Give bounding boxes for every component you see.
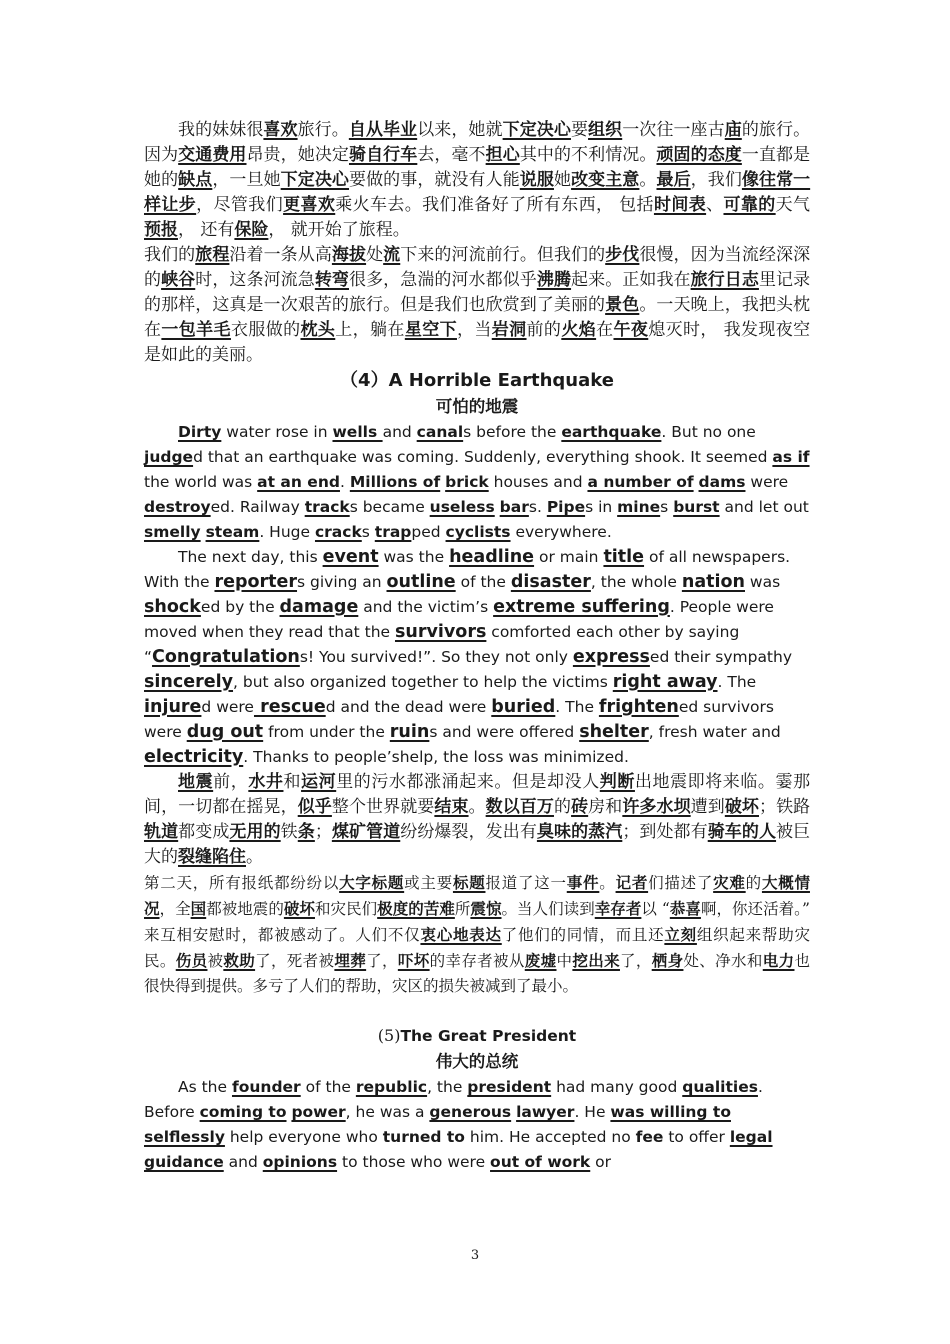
text-run: were <box>745 473 789 491</box>
text-run: and the victim’s <box>358 598 494 616</box>
text-run: ed by the <box>200 598 280 616</box>
text-run: （4）A Horrible Earthquake <box>340 370 614 391</box>
text-run: 以 “ <box>641 900 670 918</box>
text-run: . Thanks to people’shelp, the loss was minimized. <box>243 748 629 766</box>
underlined-term: buried <box>491 697 556 717</box>
text-run: ，一旦她 <box>212 170 281 190</box>
text-run: 昂贵，她决定 <box>246 145 349 165</box>
text-run: 时，这条河流急 <box>195 270 315 290</box>
underlined-term: 许多水坝 <box>622 797 691 817</box>
text-run: s <box>361 523 375 541</box>
paragraph <box>144 420 810 545</box>
text-run: . He <box>574 1103 611 1121</box>
text-run: 了，死者被 <box>255 952 335 970</box>
underlined-term: wells <box>332 423 383 441</box>
underlined-term: opinions <box>262 1153 338 1171</box>
underlined-term: 记者 <box>615 873 649 892</box>
section-heading <box>144 368 810 394</box>
text-run: 伟大的总统 <box>435 1052 519 1071</box>
underlined-term: ruin <box>389 722 430 742</box>
underlined-term: 自从毕业 <box>348 120 418 140</box>
text-run: 去，毫不 <box>417 145 486 165</box>
text-run: 铁 <box>280 822 298 842</box>
text-run: 的 <box>553 797 572 817</box>
text-run: 可怕的地震 <box>435 397 519 416</box>
text-run: 衣服做的 <box>230 320 301 340</box>
section-heading <box>144 1049 810 1075</box>
paragraph <box>144 545 810 770</box>
text-run: and <box>223 1153 263 1171</box>
text-run: 。 <box>246 847 263 867</box>
underlined-term: 极度的苦难 <box>377 899 455 918</box>
underlined-term: 喜欢 <box>263 120 298 140</box>
text-run: 被 <box>207 952 224 970</box>
paragraph <box>144 243 810 368</box>
paragraph <box>144 1075 810 1175</box>
text-run: 了， <box>366 952 398 970</box>
underlined-term: 条 <box>297 822 315 842</box>
text-run: d were <box>201 698 254 716</box>
text-run: s in <box>585 498 618 516</box>
paragraph <box>144 770 810 870</box>
underlined-term: 砖 <box>571 797 589 817</box>
page-number: 3 <box>470 1248 480 1263</box>
underlined-term: was willing to selflessly <box>144 1103 731 1146</box>
text-run: houses and <box>488 473 588 491</box>
underlined-term: 星空下 <box>404 320 457 340</box>
underlined-term: 埋葬 <box>334 951 367 970</box>
underlined-term: 水井 <box>248 772 284 792</box>
underlined-term: 结束 <box>434 797 469 817</box>
text-run: everywhere. <box>510 523 612 541</box>
underlined-term: extreme suffering <box>493 597 670 617</box>
text-run: 了他们的同情，而且还 <box>501 926 665 944</box>
underlined-term: legal guidance <box>144 1128 773 1171</box>
underlined-term: 恭喜 <box>669 899 701 918</box>
underlined-term: Pipe <box>546 498 586 516</box>
underlined-term: nation <box>681 572 745 592</box>
underlined-term: 保险 <box>234 220 269 240</box>
text-run: was the <box>378 548 450 566</box>
underlined-term: coming to <box>199 1103 287 1121</box>
underlined-term: Millions of <box>349 473 441 491</box>
text-run: 其中的不利情况。 <box>519 145 657 165</box>
text-run: 天气 <box>775 195 811 215</box>
underlined-term: 说服 <box>519 170 554 190</box>
underlined-term: 海拔 <box>331 245 367 265</box>
underlined-term: 震惊 <box>470 899 502 918</box>
underlined-term: 煤矿管道 <box>331 822 401 842</box>
underlined-term: 旅程 <box>195 245 230 265</box>
underlined-term: Congratulation <box>152 647 300 667</box>
underlined-term: express <box>572 647 650 667</box>
text-run: to offer <box>663 1128 730 1146</box>
text-run: As the <box>178 1078 232 1096</box>
underlined-term: 岩洞 <box>491 320 527 340</box>
text-run: 一直都是她的 <box>144 145 811 190</box>
underlined-term: rescue <box>253 697 326 717</box>
text-run: ， 还有 <box>178 220 235 240</box>
text-run: 们描述了 <box>648 874 714 892</box>
text-run: 起来。正如我在 <box>571 270 691 290</box>
text-run: ；到处都有 <box>622 822 708 842</box>
text-run: 前， <box>213 772 249 792</box>
text-run: 熄灭时， 我发现夜空是如此的美丽。 <box>144 320 811 365</box>
text-run: 啊，你还活着。” 来互相安慰时，都被感动了。人们不仅 <box>144 900 810 944</box>
underlined-term: shelter <box>579 722 649 742</box>
underlined-term: 大概情况 <box>144 873 810 918</box>
underlined-term: dams <box>698 473 746 491</box>
text-run: 都变成 <box>178 822 230 842</box>
text-run: him. He accepted no <box>464 1128 636 1146</box>
underlined-term: 下定决心 <box>280 170 349 190</box>
underlined-term: 破坏 <box>724 797 759 817</box>
underlined-term: 旅行日志 <box>690 270 759 290</box>
underlined-term: 挖出来 <box>572 951 620 970</box>
underlined-term: Dirty <box>178 423 222 441</box>
underlined-term: 吓坏 <box>397 951 430 970</box>
paragraph <box>144 118 810 243</box>
underlined-term: 标题 <box>452 873 486 892</box>
text-run: the world was <box>144 473 258 491</box>
text-run: The next day, this <box>178 548 323 566</box>
text-run: ed their sympathy <box>649 648 793 666</box>
text-run: ，尽管我们 <box>196 195 284 215</box>
text-run: 。当人们读到 <box>501 900 595 918</box>
underlined-term: burst <box>673 498 720 516</box>
underlined-term: 下定决心 <box>502 120 571 140</box>
text-run: from under the <box>263 723 390 741</box>
underlined-term: electricity <box>144 747 244 767</box>
text-run: 她 <box>553 170 572 190</box>
text-run: 房和 <box>588 797 623 817</box>
section-heading <box>144 394 810 420</box>
text-run: . But no one <box>661 423 756 441</box>
text-run: 以来，她就 <box>417 120 503 140</box>
text-run: was <box>745 573 781 591</box>
text-run: . Huge <box>259 523 315 541</box>
underlined-term: 午夜 <box>613 320 649 340</box>
underlined-term: 步伐 <box>605 245 640 265</box>
text-run: , the whole <box>590 573 682 591</box>
text-run: 下来的河流前行。但我们的 <box>400 245 606 265</box>
underlined-term: 火焰 <box>561 320 597 340</box>
underlined-term: lawyer <box>516 1103 575 1121</box>
underlined-term: disaster <box>510 572 591 592</box>
underlined-term: mine <box>617 498 661 516</box>
text-run: ， 就开始了旅程。 <box>268 220 410 240</box>
underlined-term: survivors <box>394 622 487 642</box>
text-run: 和 <box>283 772 302 792</box>
underlined-term: frighten <box>598 697 679 717</box>
underlined-term: 似乎 <box>297 797 332 817</box>
underlined-term: track <box>304 498 350 516</box>
document-body <box>144 118 810 1175</box>
text-run: . <box>339 473 350 491</box>
underlined-term: headline <box>449 547 535 567</box>
underlined-term: judge <box>144 448 194 466</box>
text-run: to those who were <box>337 1153 491 1171</box>
text-run: . The <box>555 698 599 716</box>
underlined-term: qualities <box>682 1078 758 1096</box>
underlined-term: 更喜欢 <box>283 195 336 215</box>
text-run: comforted each other by saying “ <box>144 623 740 666</box>
underlined-term: 国 <box>190 899 207 918</box>
underlined-term: smelly <box>144 523 201 541</box>
underlined-term: 伤员 <box>175 951 208 970</box>
text-run: 也很快得到提供。多亏了人们的帮助，灾区的损失被减到了最小。 <box>144 952 810 995</box>
text-run: , but also organized together to help the victims <box>233 673 613 691</box>
text-run: 我们的 <box>144 245 196 265</box>
underlined-term: 像往常一样让步 <box>144 170 811 215</box>
text-run: (5) <box>377 1026 401 1045</box>
underlined-term: generous <box>429 1103 512 1121</box>
text-run: d and the dead were <box>325 698 492 716</box>
underlined-term: 幸存者 <box>594 899 642 918</box>
underlined-term: 地震 <box>178 772 214 792</box>
text-run: of the <box>455 573 511 591</box>
underlined-term: 栖身 <box>651 951 684 970</box>
text-run: help everyone who <box>224 1128 383 1146</box>
text-run: and let out <box>719 498 809 516</box>
underlined-term: as if <box>772 448 810 466</box>
underlined-term: 无用的 <box>229 822 281 842</box>
underlined-term: 预报 <box>144 220 178 240</box>
text-run: , he was a <box>345 1103 430 1121</box>
text-run: 所 <box>454 900 471 918</box>
text-run: 和灾民们 <box>314 900 378 918</box>
underlined-term: 交通费用 <box>178 145 247 165</box>
underlined-term: 轨道 <box>144 822 179 842</box>
text-run: had many good <box>551 1078 683 1096</box>
text-run: 乘火车去。我们准备好了所有东西， 包括 <box>335 195 654 215</box>
underlined-term: 臭味的蒸汽 <box>536 822 623 842</box>
text-run: 中 <box>556 952 573 970</box>
text-run: and <box>382 423 417 441</box>
text-run: s! You survived!”. So they not only <box>299 648 573 666</box>
underlined-term: 衷心地表达 <box>420 925 502 944</box>
underlined-term: 顽固的态度 <box>656 145 742 165</box>
text-run: 很慢，因为当流经深深的 <box>144 245 811 290</box>
underlined-term: 沸腾 <box>536 270 572 290</box>
text-run: water rose in <box>221 423 333 441</box>
underlined-term: 事件 <box>566 873 600 892</box>
underlined-term: power <box>291 1103 346 1121</box>
underlined-term: 电力 <box>762 951 795 970</box>
underlined-term: 破坏 <box>283 899 315 918</box>
underlined-term: 立刻 <box>664 925 697 944</box>
text-run: or <box>590 1153 612 1171</box>
underlined-term: 枕头 <box>300 320 336 340</box>
underlined-term: out of work <box>490 1153 591 1171</box>
text-run: 里记录的那样，这真是一次艰苦的旅行。但是我们也欣赏到了美丽的 <box>144 270 811 315</box>
text-run: 。 <box>599 874 616 892</box>
underlined-term: shock <box>144 597 201 617</box>
underlined-term: republic <box>355 1078 428 1096</box>
text-run: 的 <box>745 874 762 892</box>
text-run: 旅行。 <box>297 120 349 140</box>
text-run: ，当 <box>456 320 492 340</box>
underlined-term: reporter <box>214 572 298 592</box>
text-run: ，我们 <box>690 170 742 190</box>
underlined-term: title <box>603 547 645 567</box>
text-run: 要做的事，就没有人能 <box>349 170 520 190</box>
text-run: 出地震即将来临。霎那间，一切都在摇晃， <box>144 772 811 817</box>
underlined-term: 判断 <box>599 772 635 792</box>
underlined-term: dug out <box>186 722 264 742</box>
underlined-term: founder <box>231 1078 301 1096</box>
text-run: 在 <box>596 320 614 340</box>
text-run: s giving an <box>297 573 387 591</box>
underlined-term: crack <box>314 523 362 541</box>
underlined-term: 灾难 <box>713 873 746 892</box>
underlined-term: injure <box>144 697 202 717</box>
text-run: s before the <box>463 423 562 441</box>
underlined-term: event <box>322 547 379 567</box>
text-run: s became <box>349 498 430 516</box>
text-run: , fresh water and <box>648 723 781 741</box>
underlined-term: 废墟 <box>524 951 557 970</box>
underlined-term: at an end <box>257 473 340 491</box>
text-run: ped <box>411 523 446 541</box>
text-run: 要 <box>570 120 589 140</box>
text-run: 遭到 <box>690 797 725 817</box>
text-run: 。 <box>639 170 657 190</box>
underlined-term: 时间表 <box>653 195 707 215</box>
text-run: . The <box>717 673 757 691</box>
section-heading <box>144 1023 810 1049</box>
underlined-term: destroy <box>144 498 211 516</box>
underlined-term: a number of <box>587 473 694 491</box>
text-run: 。一天晚上，我把头枕在 <box>144 295 811 340</box>
text-run: 沿着一条从高 <box>229 245 332 265</box>
text-run: ； <box>314 822 332 842</box>
underlined-term: 改变主意 <box>571 170 640 190</box>
text-run: 。 <box>468 797 486 817</box>
underlined-term: bar <box>499 498 529 516</box>
text-run: 上，躺在 <box>335 320 405 340</box>
paragraph <box>144 870 810 999</box>
text-run: 报道了这一 <box>485 874 567 892</box>
underlined-term: brick <box>445 473 489 491</box>
text-run: ed survivors were <box>144 698 774 741</box>
spacer <box>144 999 810 1023</box>
underlined-term: 运河 <box>301 772 337 792</box>
underlined-term: 峡谷 <box>161 270 196 290</box>
text-run: ；铁路 <box>759 797 811 817</box>
underlined-term: sincerely <box>144 672 234 692</box>
text-run: 的旅行。因为 <box>144 120 811 165</box>
text-run: 整个世界就要 <box>331 797 435 817</box>
underlined-term: earthquake <box>561 423 662 441</box>
text-run: 我的妹妹很 <box>178 120 264 140</box>
text-run: 都被地震的 <box>206 900 284 918</box>
underlined-term: 大字标题 <box>339 873 405 892</box>
text-run: 前的 <box>526 320 562 340</box>
text-run: of the <box>300 1078 356 1096</box>
text-run: of all newspapers. With the <box>144 548 791 591</box>
text-run: d that an earthquake was coming. Suddenly, everything shook. It seemed <box>193 448 773 466</box>
text-run: . People were moved when they read that the <box>144 598 774 641</box>
text-run: 处、净水和 <box>683 952 763 970</box>
underlined-term: 庙 <box>724 120 742 140</box>
underlined-term: canal <box>416 423 464 441</box>
underlined-term: 担心 <box>485 145 520 165</box>
text-run: 、 <box>706 195 724 215</box>
underlined-term: president <box>467 1078 552 1096</box>
underlined-term: 最后 <box>656 170 691 190</box>
text-run: 了， <box>619 952 652 970</box>
underlined-term: steam <box>205 523 260 541</box>
underlined-term: right away <box>612 672 718 692</box>
text-run: s and were offered <box>429 723 580 741</box>
underlined-term: 骑车的人 <box>707 822 777 842</box>
underlined-term: 景色 <box>605 295 640 315</box>
text-run: 很多，急湍的河水都似乎 <box>349 270 537 290</box>
text-run: 被巨大的 <box>144 822 811 867</box>
text-run: 处 <box>366 245 384 265</box>
text-run: or main <box>534 548 604 566</box>
text-run: ，全 <box>159 900 191 918</box>
underlined-term: damage <box>279 597 359 617</box>
underlined-term: useless <box>429 498 495 516</box>
underlined-term: 组织 <box>588 120 623 140</box>
bold-term: The Great President <box>400 1027 577 1045</box>
bold-term: fee <box>635 1128 664 1146</box>
text-run: . Before <box>144 1078 763 1121</box>
underlined-term: 可靠的 <box>723 195 776 215</box>
text-run: 一次往一座古 <box>622 120 725 140</box>
text-run: s <box>660 498 674 516</box>
text-run: 第二天，所有报纸都纷纷以 <box>144 874 340 892</box>
text-run: ed. Railway <box>210 498 305 516</box>
underlined-term: 裂缝陷住 <box>178 847 246 867</box>
underlined-term: 一包羊毛 <box>161 320 231 340</box>
text-run: 或主要 <box>404 874 453 892</box>
underlined-term: 缺点 <box>178 170 213 190</box>
underlined-term: 骑自行车 <box>348 145 418 165</box>
text-run: 组织起来帮助灾民。 <box>144 926 810 970</box>
text-run: 纷纷爆裂，发出有 <box>400 822 537 842</box>
underlined-term: 救助 <box>223 951 256 970</box>
underlined-term: outline <box>386 572 456 592</box>
text-run: s. <box>528 498 547 516</box>
underlined-term: 数以百万 <box>485 797 554 817</box>
text-run: , the <box>427 1078 468 1096</box>
underlined-term: cyclists <box>445 523 511 541</box>
underlined-term: 流 <box>383 245 401 265</box>
text-run: 的幸存者被从 <box>429 952 525 970</box>
bold-term: turned to <box>382 1128 465 1146</box>
underlined-term: 转弯 <box>314 270 349 290</box>
underlined-term: trap <box>374 523 412 541</box>
text-run: 里的污水都涨涌起来。但是却没人 <box>336 772 600 792</box>
